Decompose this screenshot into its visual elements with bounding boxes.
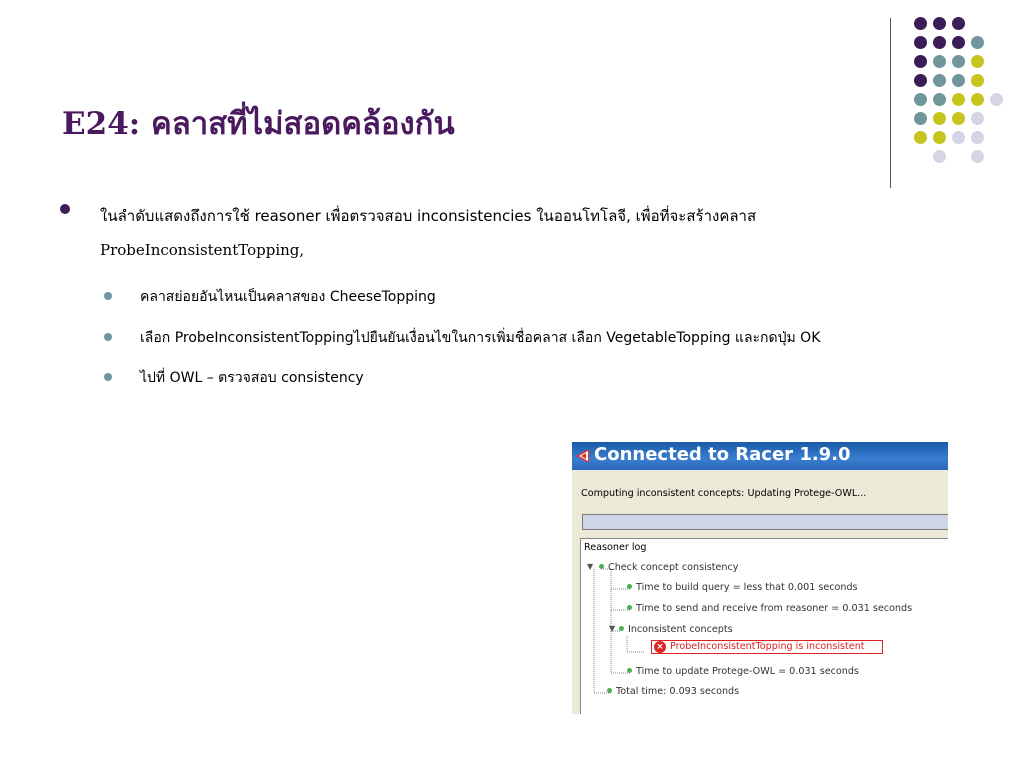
dot [933, 36, 946, 49]
tree-node-label: Total time: 0.093 seconds [616, 686, 740, 697]
dot [971, 131, 984, 144]
dot [914, 112, 927, 125]
dot [914, 55, 927, 68]
dot [933, 93, 946, 106]
node-icon [627, 605, 632, 610]
page-title: E24: คลาสที่ไม่สอดคล้องกัน [62, 106, 455, 142]
tree-node-label: Time to build query = less that 0.001 seconds [636, 582, 858, 593]
node-icon [599, 564, 604, 569]
expand-arrow-icon[interactable]: ▼ [587, 562, 594, 571]
dot [914, 93, 927, 106]
progress-bar [582, 514, 948, 530]
sub-bullet-marker [104, 292, 112, 300]
bullet-text [100, 198, 980, 259]
dot [933, 112, 946, 125]
reasoner-log-panel [580, 538, 948, 714]
dot [952, 17, 965, 30]
node-icon [607, 688, 612, 693]
dot [933, 55, 946, 68]
dot [933, 17, 946, 30]
dot [971, 74, 984, 87]
dot [914, 74, 927, 87]
sub-bullet-text: คลาสย่อยอันไหนเป็นคลาสของ CheeseTopping [140, 289, 436, 305]
tree-node[interactable] [619, 624, 733, 635]
protege-icon [574, 447, 590, 465]
inconsistent-item-highlight[interactable] [651, 640, 883, 654]
sub-bullet-marker [104, 333, 112, 341]
tree-node-label: ProbeInconsistentTopping is inconsistent [670, 641, 865, 652]
tree-node-label: Time to update Protege-OWL = 0.031 seconds [636, 666, 859, 677]
dot [952, 74, 965, 87]
node-icon [619, 626, 624, 631]
dialog-header [572, 442, 948, 470]
tree-node-label: Check concept consistency [608, 562, 739, 573]
bullet-line-1: ในลำดับแสดงถึงการใช้ reasoner เพื่อตรวจสอบ inconsistencies ในออนโทโลจี, เพื่อที่จะสร้างคลาส [100, 207, 757, 225]
dot [952, 112, 965, 125]
dot [933, 74, 946, 87]
tree-node-root[interactable] [599, 562, 738, 573]
dialog-title: Connected to Racer 1.9.0 [594, 444, 851, 465]
tree-node[interactable] [627, 666, 859, 677]
dot [952, 55, 965, 68]
racer-dialog-screenshot [572, 442, 948, 714]
sub-bullet-text: เลือก ProbeInconsistentToppingไปยืนยันเงื่อนไขในการเพิ่มชื่อคลาส เลือก VegetableTopping และกดปุ่ม OK [140, 330, 821, 346]
log-title: Reasoner log [584, 542, 647, 553]
dot [971, 55, 984, 68]
error-icon: × [654, 641, 666, 653]
tree-node-label: Inconsistent concepts [628, 624, 733, 635]
dot [971, 150, 984, 163]
dot [971, 93, 984, 106]
tree-node[interactable] [627, 603, 912, 614]
dot [952, 93, 965, 106]
sub-bullet-marker [104, 373, 112, 381]
dot [971, 36, 984, 49]
status-text: Computing inconsistent concepts: Updating Protege-OWL... [581, 488, 867, 499]
expand-arrow-icon[interactable]: ▼ [609, 624, 616, 633]
dot [914, 131, 927, 144]
divider-line [890, 18, 891, 188]
tree-node-label: Time to send and receive from reasoner = 0.031 seconds [636, 603, 913, 614]
dot [914, 17, 927, 30]
dot [933, 150, 946, 163]
tree-node[interactable] [627, 582, 858, 593]
bullet-marker [60, 204, 70, 214]
node-icon [627, 584, 632, 589]
bullet-line-2: ProbeInconsistentTopping, [100, 241, 305, 259]
node-icon [627, 668, 632, 673]
dot [914, 36, 927, 49]
tree-node[interactable] [607, 686, 739, 697]
dot [952, 131, 965, 144]
sub-bullet-text: ไปที่ OWL – ตรวจสอบ consistency [140, 370, 364, 386]
dot [952, 36, 965, 49]
dot [990, 93, 1003, 106]
dot [971, 112, 984, 125]
dot [933, 131, 946, 144]
